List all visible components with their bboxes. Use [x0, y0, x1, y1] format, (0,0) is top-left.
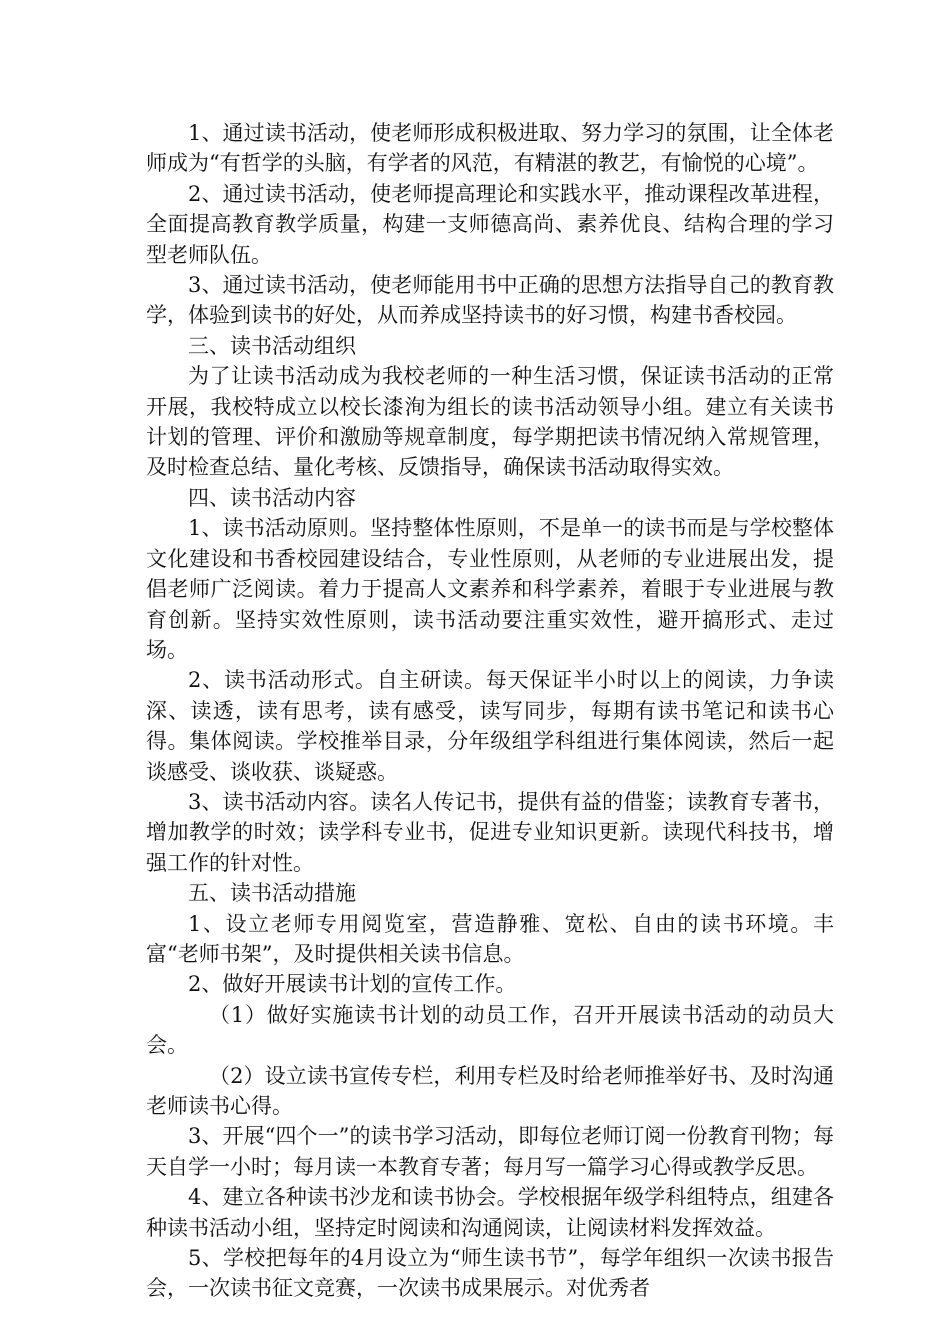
- section-heading-content: 四、读书活动内容: [188, 485, 356, 510]
- section-heading-organization: 三、读书活动组织: [188, 333, 356, 358]
- measure-subitem-2: （2）设立读书宣传专栏，利用专栏及时给老师推举好书、及时沟通老师读书心得。: [146, 1063, 834, 1118]
- measure-paragraph-1: 1、设立老师专用阅览室，营造静雅、宽松、自由的读书环境。丰富“老师书架”，及时提供相关读书信息。: [146, 911, 834, 966]
- measure-paragraph-5: 5、学校把每年的4月设立为“师生读书节”，每学年组织一次读书报告会，一次读书征文竞赛，一次读书成果展示。对优秀者: [146, 1246, 834, 1301]
- goal-paragraph-1: 1、通过读书活动，使老师形成积极进取、努力学习的氛围，让全体老师成为“有哲学的头脑，有学者的风范，有精湛的教艺，有愉悦的心境”。: [146, 121, 834, 176]
- measure-paragraph-4: 4、建立各种读书沙龙和读书协会。学校根据年级学科组特点，组建各种读书活动小组，坚持定时阅读和沟通阅读，让阅读材料发挥效益。: [146, 1185, 834, 1240]
- section-heading-measures: 五、读书活动措施: [188, 881, 356, 906]
- measure-paragraph-3: 3、开展“四个一”的读书学习活动，即每位老师订阅一份教育刊物；每天自学一小时；每月读一本教育专著；每月写一篇学习心得或教学反思。: [146, 1124, 834, 1179]
- measure-subitem-1: （1）做好实施读书计划的动员工作，召开开展读书活动的动员大会。: [146, 1002, 834, 1058]
- measure-paragraph-2: 2、做好开展读书计划的宣传工作。: [188, 972, 517, 997]
- content-form-paragraph: 2、读书活动形式。自主研读。每天保证半小时以上的阅读，力争读深、读透，读有思考，读有感受，读写同步，每期有读书笔记和读书心得。集体阅读。学校推举目录，分年级组学科组进行集体阅读，然后一起谈感受、谈收获、谈疑惑。: [146, 668, 834, 784]
- content-books-paragraph: 3、读书活动内容。读名人传记书，提供有益的借鉴；读教育专著书，增加教学的时效；读学科专业书，促进专业知识更新。读现代科技书，增强工作的针对性。: [146, 789, 834, 875]
- goal-paragraph-2: 2、通过读书活动，使老师提高理论和实践水平，推动课程改革进程，全面提高教育教学质量，构建一支师德高尚、素养优良、结构合理的学习型老师队伍。: [146, 181, 834, 267]
- goal-paragraph-3: 3、通过读书活动，使老师能用书中正确的思想方法指导自己的教育教学，体验到读书的好处，从而养成坚持读书的好习惯，构建书香校园。: [146, 273, 834, 328]
- document-body: [146, 118, 834, 1304]
- content-principle-paragraph: 1、读书活动原则。坚持整体性原则，不是单一的读书而是与学校整体文化建设和书香校园建设结合，专业性原则，从老师的专业进展出发，提倡老师广泛阅读。着力于提高人文素养和科学素养，着眼于专业进展与教育创新。坚持实效性原则，读书活动要注重实效性，避开搞形式、走过场。: [146, 516, 834, 662]
- organization-paragraph: 为了让读书活动成为我校老师的一种生活习惯，保证读书活动的正常开展，我校特成立以校长漆洵为组长的读书活动领导小组。建立有关读书计划的管理、评价和激励等规章制度，每学期把读书情况纳入常规管理，及时检查总结、量化考核、反馈指导，确保读书活动取得实效。: [146, 364, 834, 480]
